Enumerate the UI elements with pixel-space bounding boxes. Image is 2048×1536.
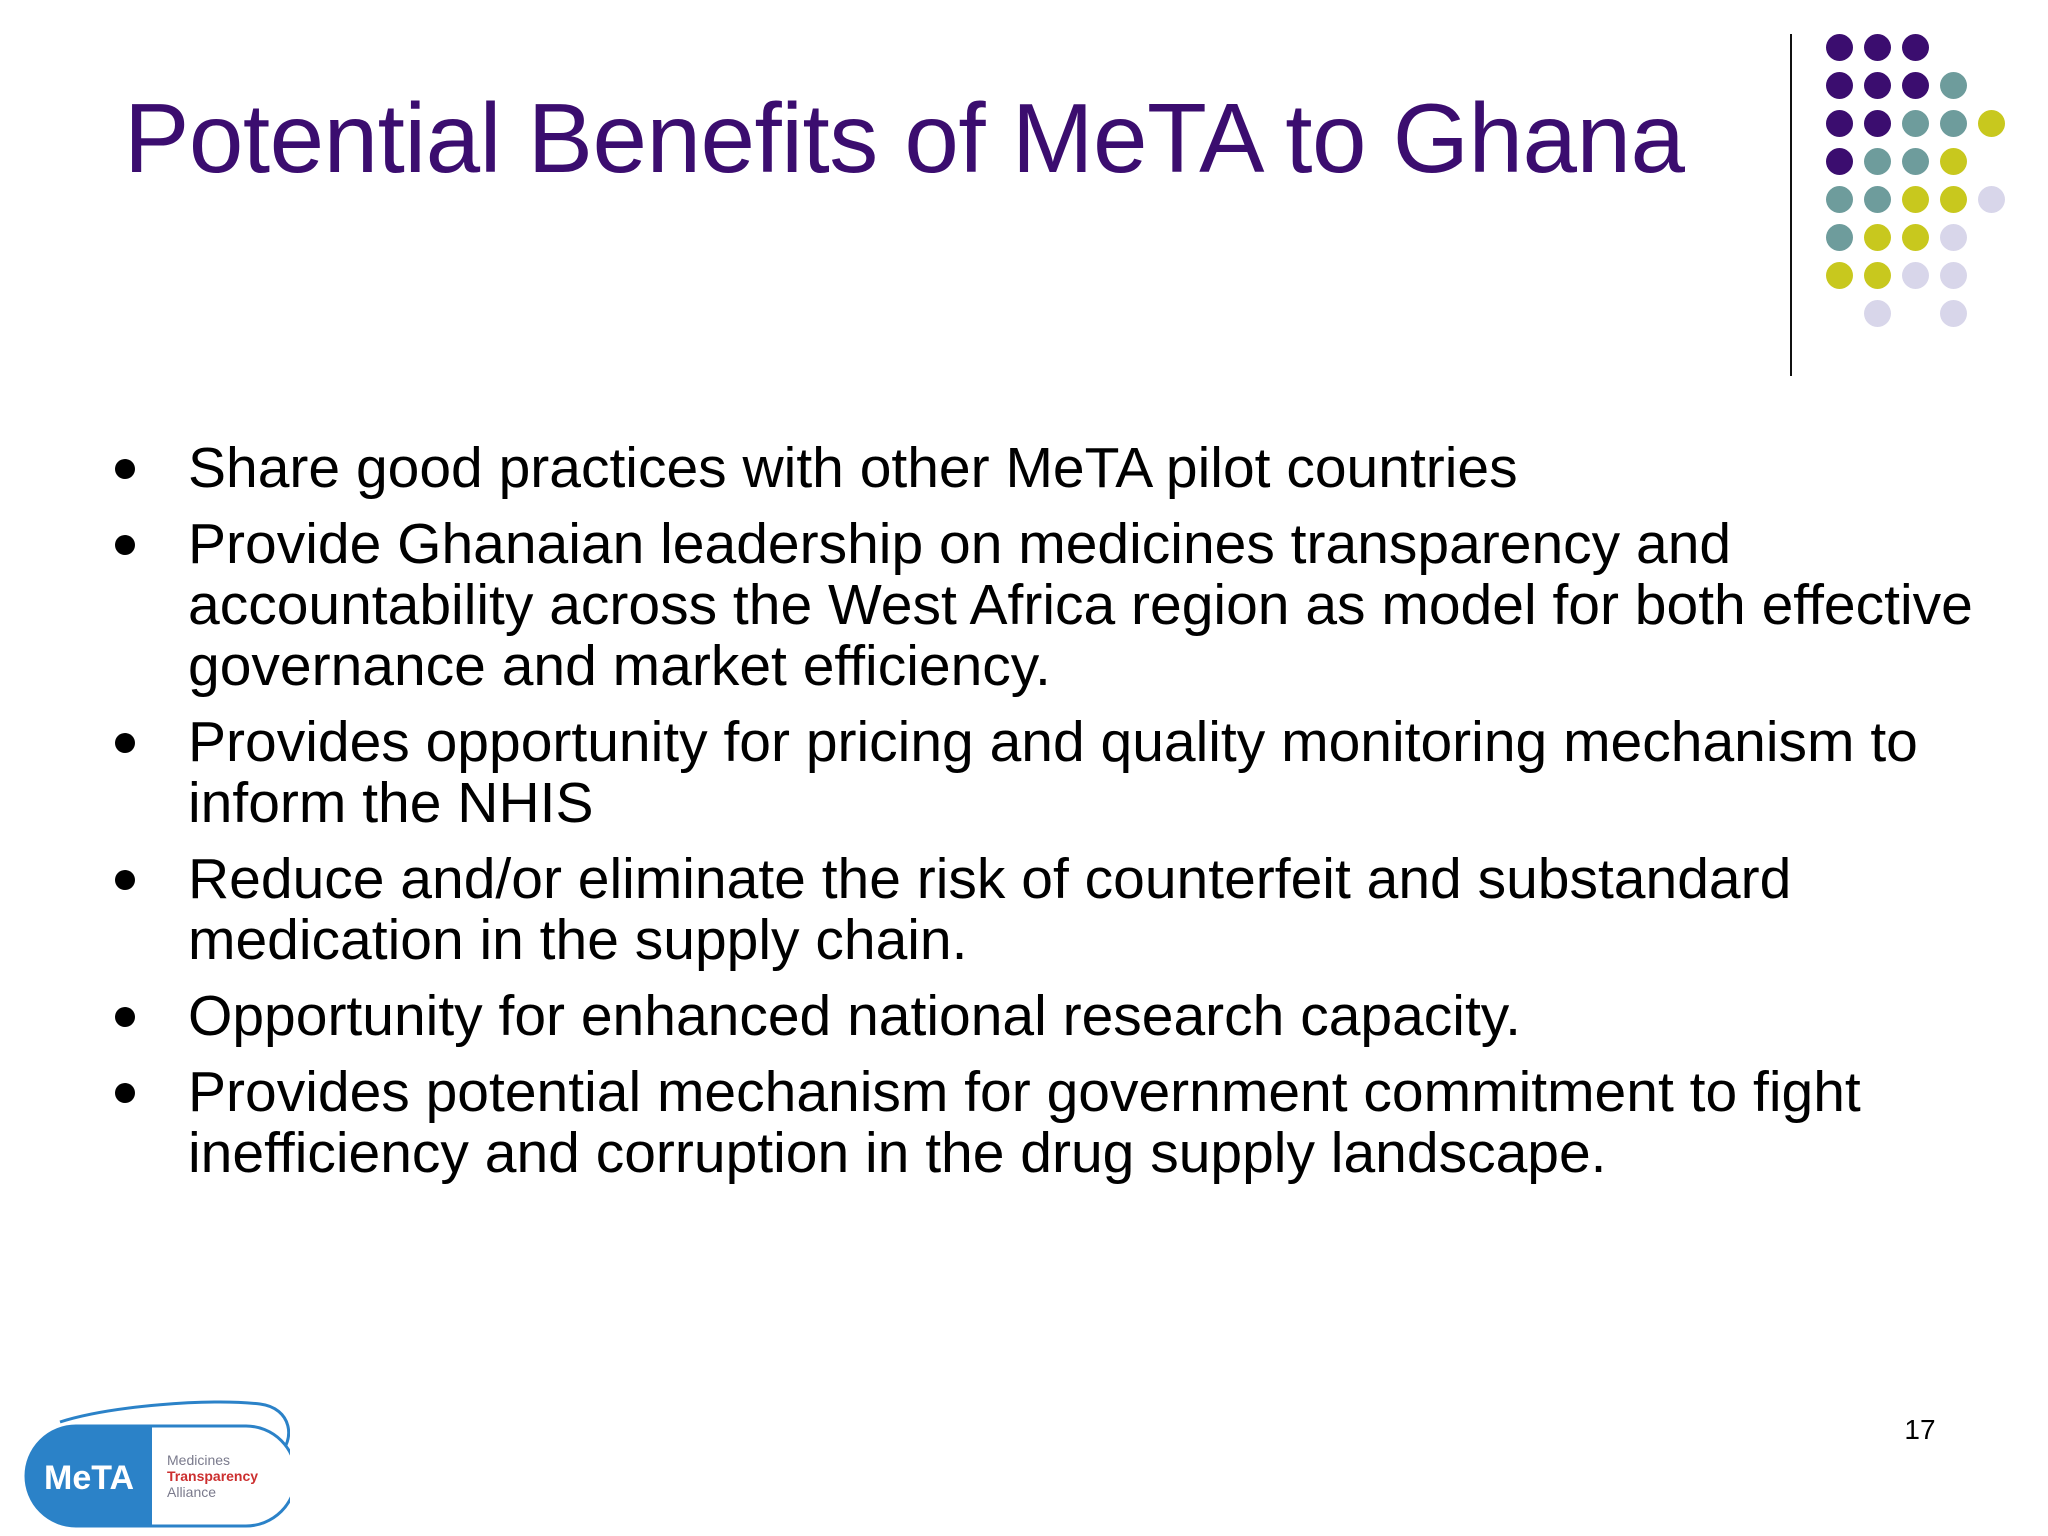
decorative-dot [1864, 72, 1891, 99]
bullet-dot-icon [115, 535, 135, 555]
decorative-dot [1940, 110, 1967, 137]
decorative-dot [1902, 148, 1929, 175]
decorative-dot [1864, 224, 1891, 251]
bullet-text: Provides potential mechanism for government commitment to fight inefficiency and corruption in the drug supply landscape. [188, 1060, 1861, 1185]
title-divider [1790, 34, 1792, 376]
page-number: 17 [1904, 1414, 1936, 1445]
meta-logo [20, 1396, 290, 1536]
decorative-dot [1864, 186, 1891, 213]
decorative-dot [1826, 110, 1853, 137]
decorative-dot [1978, 110, 2005, 137]
slide-title: Potential Benefits of MeTA to Ghana [124, 83, 1685, 193]
decorative-dot [1940, 262, 1967, 289]
logo-wordmark: MeTA [44, 1459, 135, 1497]
decorative-dot [1864, 148, 1891, 175]
decorative-dot [1826, 224, 1853, 251]
decorative-dot [1902, 262, 1929, 289]
decorative-dot [1826, 186, 1853, 213]
decorative-dot [1864, 262, 1891, 289]
bullet-item [108, 514, 2028, 697]
logo-line-alliance: Alliance [167, 1484, 217, 1500]
bullet-item [108, 438, 2028, 499]
decorative-dot [1978, 186, 2005, 213]
decorative-dot [1826, 148, 1853, 175]
bullet-item [108, 849, 2028, 971]
decorative-dot [1940, 148, 1967, 175]
bullet-dot-icon [115, 1083, 135, 1103]
decorative-dot [1902, 224, 1929, 251]
decorative-dot [1940, 72, 1967, 99]
bullet-dot-icon [115, 870, 135, 890]
decorative-dot [1940, 186, 1967, 213]
decorative-dot [1826, 262, 1853, 289]
bullet-text: Provide Ghanaian leadership on medicines transparency and accountability across the West Africa region as model for both effective governance and market efficiency. [188, 512, 1973, 698]
decorative-dot [1864, 34, 1891, 61]
decorative-dot [1902, 110, 1929, 137]
bullet-list [108, 438, 2028, 1199]
decorative-dot [1864, 300, 1891, 327]
bullet-item [108, 986, 2028, 1047]
bullet-item [108, 712, 2028, 834]
logo-line-medicines: Medicines [167, 1452, 231, 1468]
bullet-text: Share good practices with other MeTA pilot countries [188, 436, 1518, 500]
bullet-dot-icon [115, 733, 135, 753]
decorative-dot [1902, 186, 1929, 213]
decorative-dot [1902, 34, 1929, 61]
decorative-dot [1826, 72, 1853, 99]
decorative-dot [1940, 300, 1967, 327]
bullet-text: Provides opportunity for pricing and quality monitoring mechanism to inform the NHIS [188, 710, 1918, 835]
decorative-dot [1864, 110, 1891, 137]
bullet-text: Reduce and/or eliminate the risk of counterfeit and substandard medication in the supply chain. [188, 847, 1792, 972]
bullet-text: Opportunity for enhanced national research capacity. [188, 984, 1521, 1048]
logo-line-transparency: Transparency [167, 1468, 259, 1484]
bullet-item [108, 1062, 2028, 1184]
decorative-dot [1940, 224, 1967, 251]
decorative-dot [1902, 72, 1929, 99]
bullet-dot-icon [115, 1007, 135, 1027]
bullet-dot-icon [115, 459, 135, 479]
decorative-dot [1826, 34, 1853, 61]
